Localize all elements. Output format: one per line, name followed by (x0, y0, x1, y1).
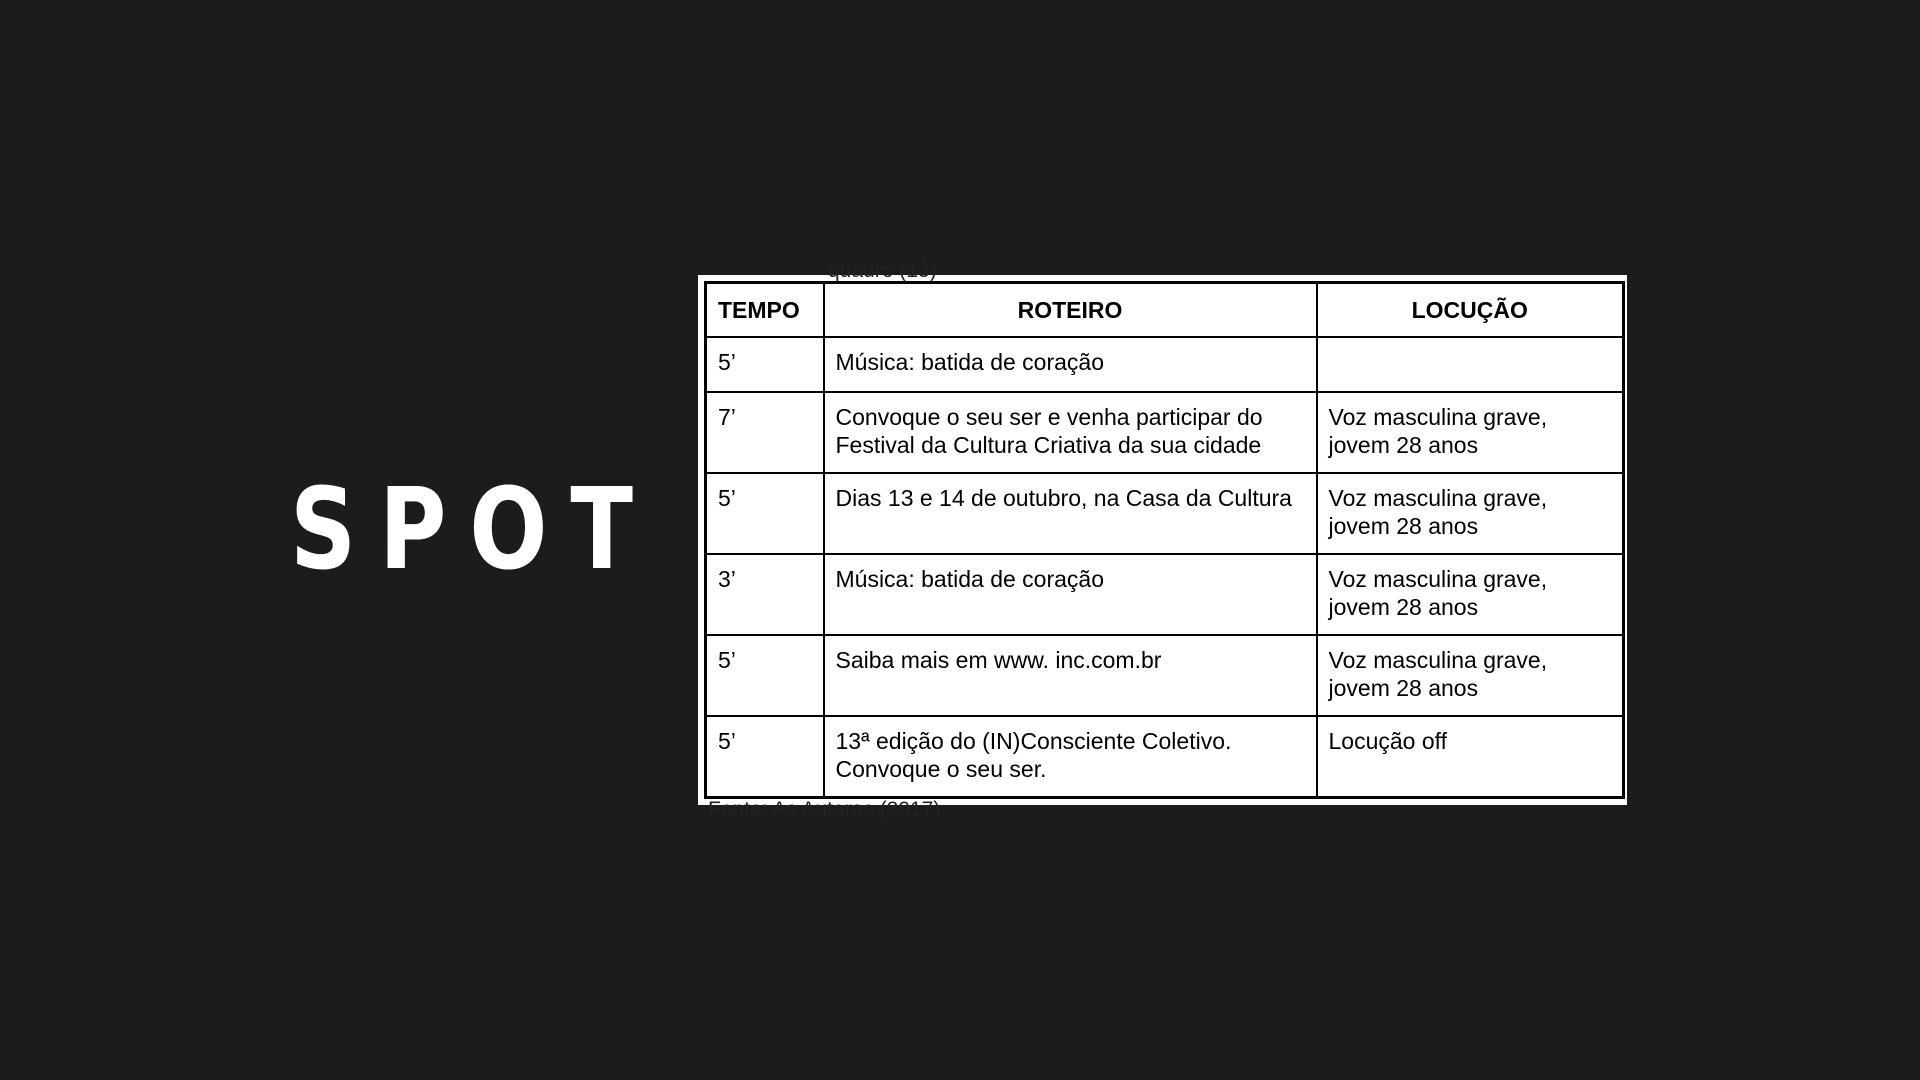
cell-tempo: 5’ (706, 337, 824, 392)
cell-locucao (1317, 337, 1624, 392)
cell-tempo: 3’ (706, 554, 824, 635)
header-roteiro: ROTEIRO (824, 283, 1317, 338)
cell-roteiro: Convoque o seu ser e venha participar do Festival da Cultura Criativa da sua cidade (824, 392, 1317, 473)
cell-tempo: 7’ (706, 392, 824, 473)
cell-tempo: 5’ (706, 716, 824, 798)
cell-locucao: Locução off (1317, 716, 1624, 798)
cell-locucao: Voz masculina grave, jovem 28 anos (1317, 635, 1624, 716)
spot-script-table (704, 281, 1625, 799)
cropped-caption-bottom: Fonte: As Autoras (2017) (708, 798, 941, 821)
cell-roteiro: Música: batida de coração (824, 554, 1317, 635)
cell-roteiro: Dias 13 e 14 de outubro, na Casa da Cultura (824, 473, 1317, 554)
cell-locucao: Voz masculina grave, jovem 28 anos (1317, 473, 1624, 554)
script-table-image (698, 259, 1627, 821)
header-tempo: TEMPO (706, 283, 824, 338)
table-row (706, 473, 1624, 554)
table-row (706, 337, 1624, 392)
cell-roteiro: Saiba mais em www. inc.com.br (824, 635, 1317, 716)
table-header-row (706, 283, 1624, 338)
cell-tempo: 5’ (706, 635, 824, 716)
table-row (706, 716, 1624, 798)
cropped-caption-top: quadro (13) (828, 259, 937, 282)
cell-roteiro: Música: batida de coração (824, 337, 1317, 392)
header-locucao: LOCUÇÃO (1317, 283, 1624, 338)
slide-title: SPOT (290, 465, 657, 595)
cell-locucao: Voz masculina grave, jovem 28 anos (1317, 554, 1624, 635)
table-row (706, 554, 1624, 635)
table-row (706, 635, 1624, 716)
cell-roteiro: 13ª edição do (IN)Consciente Coletivo. Convoque o seu ser. (824, 716, 1317, 798)
cell-locucao: Voz masculina grave, jovem 28 anos (1317, 392, 1624, 473)
table-row (706, 392, 1624, 473)
cell-tempo: 5’ (706, 473, 824, 554)
